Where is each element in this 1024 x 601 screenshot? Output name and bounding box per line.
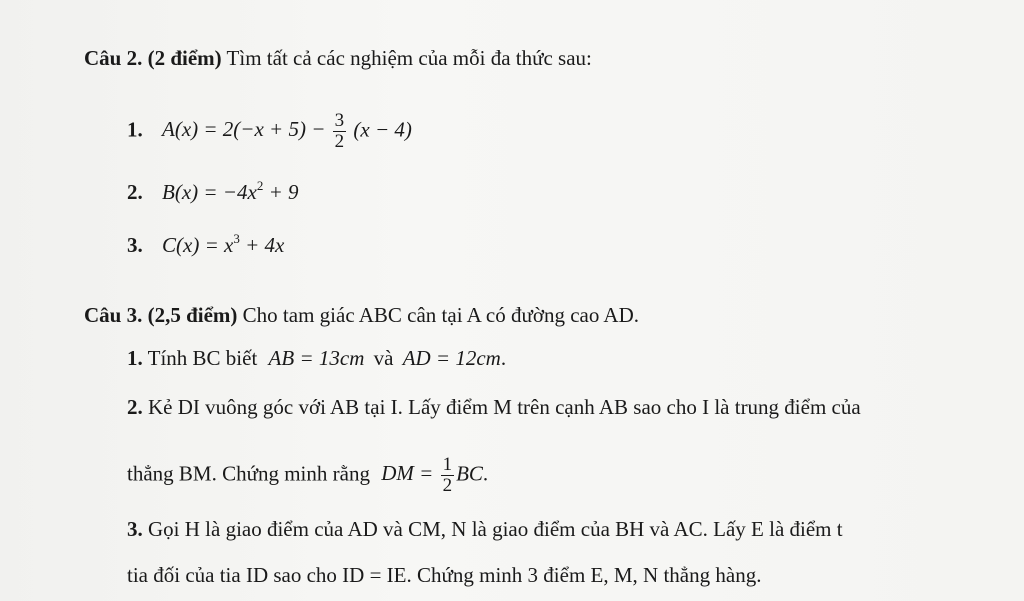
q3-line <box>84 303 639 327</box>
q3-prompt: Cho tam giác ABC cân tại A có đường cao AD. <box>242 303 640 327</box>
period: . <box>482 461 489 486</box>
q2-item-2 <box>127 180 298 204</box>
q3-item-3-line1 <box>127 517 843 541</box>
fraction <box>441 455 455 496</box>
q3-item-3-line2 <box>127 563 761 587</box>
item-number: 3. <box>127 233 143 257</box>
equation-ab: AB = 13cm <box>268 346 365 370</box>
item-text: Tính BC biết <box>147 346 258 370</box>
fraction <box>333 111 347 152</box>
expr-rhs: BC <box>456 461 483 486</box>
expr-rhs: + 4x <box>239 233 285 257</box>
expr-lhs: A(x) = 2(−x + 5) − <box>162 117 326 142</box>
fraction-denominator: 2 <box>442 475 453 496</box>
item-text: Gọi H là giao điểm của AD và CM, N là giao điểm của BH và AC. Lấy E là điểm t <box>148 517 843 541</box>
item-number: 1. <box>127 346 143 370</box>
period: . <box>500 346 507 370</box>
item-number: 3. <box>127 517 143 541</box>
q2-item-3 <box>127 233 284 257</box>
q3-heading: Câu 3. (2,5 điểm) <box>84 303 238 327</box>
conjunction: và <box>373 346 394 370</box>
item-number: 2. <box>127 180 143 204</box>
fraction-numerator: 3 <box>334 110 345 131</box>
q3-item-2-line1 <box>127 395 861 419</box>
q3-item-1 <box>127 346 506 370</box>
fraction-denominator: 2 <box>334 131 345 152</box>
item-number: 1. <box>127 117 143 142</box>
item-text: Kẻ DI vuông góc với AB tại I. Lấy điểm M trên cạnh AB sao cho I là trung điểm của <box>148 395 861 419</box>
item-text: thẳng BM. Chứng minh rằng <box>127 461 370 486</box>
exponent: 2 <box>256 178 264 193</box>
expr-lhs: B(x) = −4x <box>162 180 257 204</box>
expr-lhs: C(x) = x <box>162 233 234 257</box>
equation-ad: AD = 12cm <box>402 346 501 370</box>
q2-line <box>84 46 592 70</box>
q2-prompt: Tìm tất cả các nghiệm của mỗi đa thức sau: <box>226 46 592 70</box>
item-number: 2. <box>127 395 143 419</box>
fraction-numerator: 1 <box>442 454 453 475</box>
expr-lhs: DM = <box>381 461 434 486</box>
exponent: 3 <box>233 231 240 246</box>
q2-item-1 <box>127 111 412 152</box>
expr-rhs: (x − 4) <box>353 117 412 142</box>
q3-item-2-line2 <box>127 455 488 496</box>
item-text: tia đối của tia ID sao cho ID = IE. Chứng minh 3 điểm E, M, N thẳng hàng. <box>127 563 762 587</box>
q2-heading: Câu 2. (2 điểm) <box>84 46 222 70</box>
expr-rhs: + 9 <box>263 180 299 204</box>
